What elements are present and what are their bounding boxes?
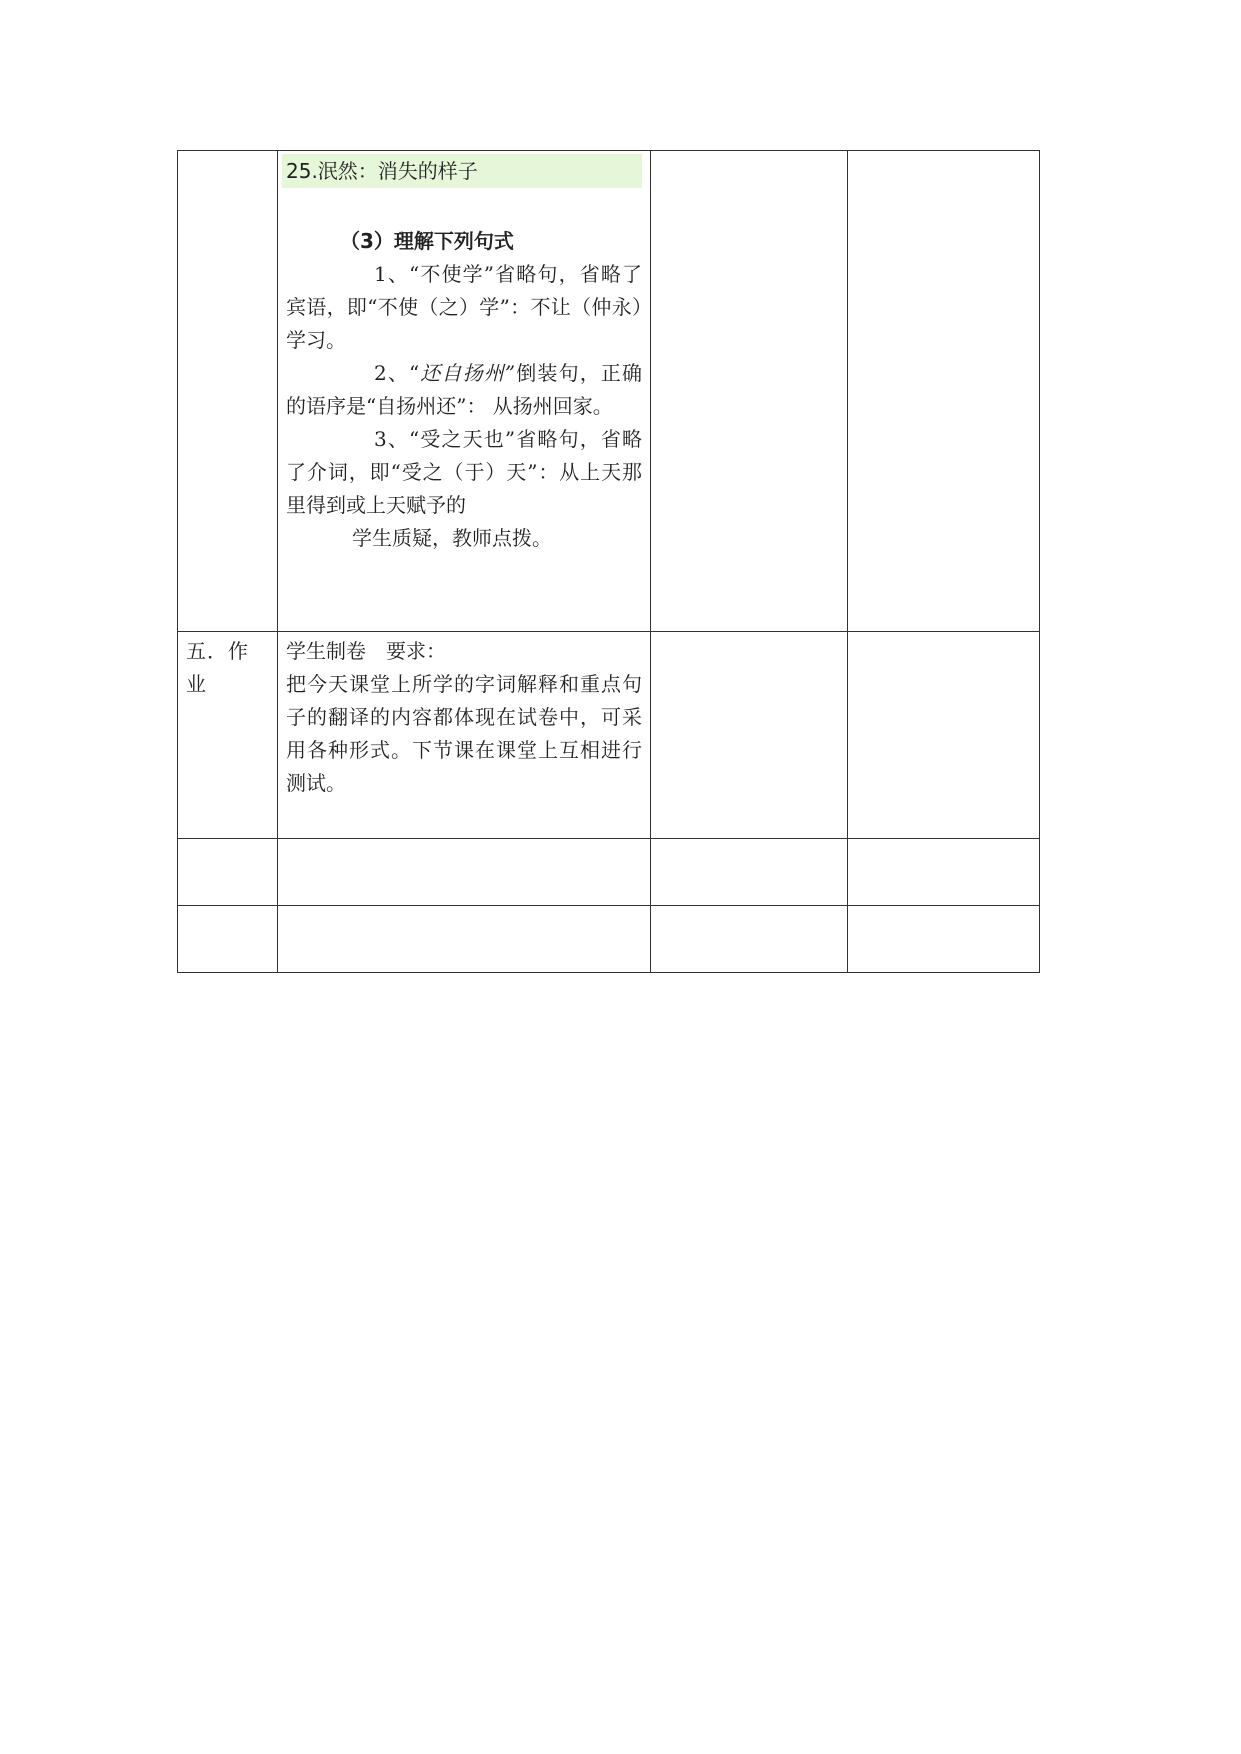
table-row [178, 906, 1040, 973]
sentence-item-1: 1、“不使学”省略句，省略了宾语，即“不使（之）学”：不让（仲永）学习。 [286, 262, 642, 352]
empty-cell [178, 839, 278, 906]
activity-note: 学生质疑，教师点拨。 [352, 526, 552, 550]
section-heading: （3）理解下列句式 [340, 229, 514, 253]
empty-cell [848, 839, 1040, 906]
table-row [178, 839, 1040, 906]
item-2-prefix: 2、“ [374, 361, 420, 385]
vocab-highlight: 25.泯然：消失的样子 [282, 154, 642, 188]
table-row [178, 151, 1040, 632]
item-2-italic: 还自扬州” [419, 361, 516, 385]
spacer [286, 188, 642, 224]
empty-cell [848, 632, 1040, 839]
empty-cell [651, 632, 848, 839]
homework-body: 把今天课堂上所学的字词解释和重点句子的翻译的内容都体现在试卷中，可采用各种形式。下节课在课堂上互相进行测试。 [286, 672, 642, 795]
empty-cell [651, 906, 848, 973]
homework-title: 学生制卷 要求： [286, 639, 446, 663]
sentence-item-3: 3、“受之天也”省略句，省略了介词，即“受之（于）天”：从上天那里得到或上天赋予的 [286, 427, 642, 517]
table-row [178, 632, 1040, 839]
empty-cell [278, 839, 651, 906]
content-cell [278, 632, 651, 839]
empty-cell [848, 151, 1040, 632]
empty-cell [278, 906, 651, 973]
item-2-rest: 倒装句，正确的语序是“自扬州还”： 从扬州回家。 [286, 361, 642, 418]
step-label: 五．作业 [178, 632, 278, 839]
content-cell [278, 151, 651, 632]
empty-cell [848, 906, 1040, 973]
empty-cell [651, 839, 848, 906]
sentence-item-2 [286, 357, 642, 423]
empty-cell [178, 906, 278, 973]
empty-cell [651, 151, 848, 632]
lesson-plan-table [177, 150, 1040, 973]
step-cell [178, 151, 278, 632]
